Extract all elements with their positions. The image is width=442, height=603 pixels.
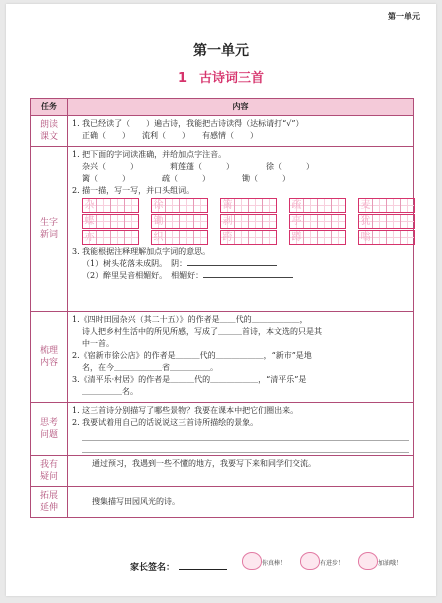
task-table (30, 98, 414, 518)
writing-cell[interactable] (249, 231, 263, 244)
writing-cell[interactable] (263, 215, 276, 228)
writing-cell[interactable] (304, 215, 318, 228)
writing-cell[interactable] (249, 199, 263, 212)
row-content-reading (68, 116, 414, 147)
cat-icon (242, 552, 262, 570)
tracing-cell[interactable] (359, 199, 373, 212)
row-label-reading: 朗读 课文 (31, 116, 68, 147)
answer-line[interactable] (82, 429, 409, 441)
writing-cell[interactable] (235, 199, 249, 212)
lesson-title (6, 67, 436, 86)
tracing-cell[interactable] (221, 231, 235, 244)
writing-cell[interactable] (401, 231, 414, 244)
writing-cell[interactable] (373, 231, 387, 244)
tracing-cell[interactable] (83, 231, 97, 244)
pinyin-row-2[interactable]: 篱（ ） 疏（ ） 锄（ ） (82, 174, 290, 183)
writing-cell[interactable] (125, 215, 138, 228)
writing-cell[interactable] (387, 199, 401, 212)
writing-cell[interactable] (180, 231, 194, 244)
writing-cell[interactable] (111, 231, 125, 244)
char-writing-box[interactable] (289, 230, 346, 245)
table-row-questions (31, 403, 414, 456)
row-label-extension: 拓展 延伸 (31, 487, 68, 518)
tracing-cell[interactable] (83, 215, 97, 228)
char-writing-box[interactable] (358, 198, 415, 213)
writing-cell[interactable] (263, 199, 276, 212)
writing-cell[interactable] (304, 199, 318, 212)
row-label-doubts: 我有 疑问 (31, 456, 68, 487)
tracing-cell[interactable] (152, 215, 166, 228)
tracing-cell[interactable] (152, 199, 166, 212)
writing-cell[interactable] (180, 215, 194, 228)
char-writing-box[interactable] (220, 230, 277, 245)
writing-cell[interactable] (318, 231, 332, 244)
writing-cell[interactable] (194, 231, 207, 244)
row-label-summary: 梳理 内容 (31, 312, 68, 403)
writing-cell[interactable] (194, 215, 207, 228)
writing-cell[interactable] (249, 215, 263, 228)
char-writing-box[interactable] (151, 198, 208, 213)
lesson-number: 1 (177, 71, 188, 86)
writing-cell[interactable] (125, 231, 138, 244)
col-header-content: 内容 (68, 99, 414, 116)
char-writing-box[interactable] (358, 214, 415, 229)
writing-cell[interactable] (166, 199, 180, 212)
writing-cell[interactable] (401, 215, 414, 228)
col-header-task: 任务 (31, 99, 68, 116)
writing-cell[interactable] (97, 231, 111, 244)
writing-cell[interactable] (332, 231, 345, 244)
text-line: 3. 我能根据注释理解加点字词的意思。 (72, 247, 211, 256)
text-line: 2. 描一描，写一写，并口头组词。 (72, 186, 195, 195)
row-label-new-words: 生字 新词 (31, 147, 68, 312)
writing-cell[interactable] (332, 215, 345, 228)
char-writing-box[interactable] (82, 214, 139, 229)
tracing-cell[interactable] (359, 231, 373, 244)
text-line: 1. 把下面的字词读准确，并给加点字注音。 (72, 150, 227, 159)
char-writing-box[interactable] (289, 198, 346, 213)
row-content-summary[interactable]: 1.《四时田园杂兴（其二十五）》的作者是＿＿代的＿＿＿＿＿＿， 诗人把乡村生活中的所见所感，写成了＿＿＿首诗，本文选的只是其 中一首。 2.《宿新市徐公店》的作者是＿＿＿代的＿＿＿＿＿＿，“新市”是地 名，在今＿＿＿＿＿＿省＿＿＿＿＿。 3.《清平乐·村居》的作者是＿＿＿代的＿＿＿＿＿＿，“清平乐”是 ＿＿＿＿＿名。 (68, 312, 414, 403)
char-writing-box[interactable] (82, 198, 139, 213)
cat-icon (358, 552, 378, 570)
char-writing-box[interactable] (82, 230, 139, 245)
parent-signature[interactable]: 家长签名： (130, 560, 227, 573)
writing-cell[interactable] (318, 215, 332, 228)
writing-cell[interactable] (166, 215, 180, 228)
answer-line[interactable] (82, 441, 409, 453)
writing-cell[interactable] (194, 199, 207, 212)
tracing-cell[interactable] (221, 199, 235, 212)
text-line: 1. 我已经读了（ ）遍古诗，我能把古诗读得（达标请打“√”） (72, 119, 304, 128)
meaning-line-2[interactable]: （2）醉里吴音相媚好。 相媚好： (72, 270, 409, 282)
row-content-questions[interactable]: 1. 这三首诗分别描写了哪些景物？我要在课本中把它们圈出来。 2. 我要试着用自己的话说说这三首诗所描绘的景象。 (68, 403, 414, 456)
writing-cell[interactable] (318, 199, 332, 212)
lesson-name: 古诗词三首 (199, 71, 265, 86)
char-writing-box[interactable] (289, 214, 346, 229)
writing-cell[interactable] (235, 231, 249, 244)
writing-cell[interactable] (332, 199, 345, 212)
tracing-cell[interactable] (290, 215, 304, 228)
writing-cell[interactable] (180, 199, 194, 212)
writing-cell[interactable] (373, 199, 387, 212)
table-row-extension (31, 487, 414, 518)
check-options[interactable]: 正确（ ） 流利（ ） 有感情（ ） (82, 131, 258, 140)
row-content-doubts[interactable]: 通过预习，我遇到一些不懂的地方，我要写下来和同学们交流。 (68, 456, 414, 487)
tracing-cell[interactable] (221, 215, 235, 228)
writing-cell[interactable] (166, 231, 180, 244)
row-content-new-words (68, 147, 414, 312)
signature-line[interactable] (179, 569, 227, 570)
unit-title: 第一单元 (193, 43, 249, 59)
writing-cell[interactable] (304, 231, 318, 244)
table-row-new-words (31, 147, 414, 312)
char-writing-box[interactable] (220, 198, 277, 213)
table-row-content-summary (31, 312, 414, 403)
char-writing-box[interactable] (151, 230, 208, 245)
table-row-reading (31, 116, 414, 147)
writing-cell[interactable] (235, 215, 249, 228)
row-label-questions: 思考 问题 (31, 403, 68, 456)
tracing-cell[interactable] (359, 215, 373, 228)
writing-cell[interactable] (111, 215, 125, 228)
tracing-cell[interactable] (290, 231, 304, 244)
worksheet-page (6, 4, 436, 596)
tracing-cell[interactable] (152, 231, 166, 244)
writing-grid-row-3[interactable] (72, 230, 409, 245)
char-writing-box[interactable] (220, 214, 277, 229)
writing-cell[interactable] (373, 215, 387, 228)
praise-stamp-1[interactable]: 你真棒！ (238, 550, 290, 572)
tracing-cell[interactable] (83, 199, 97, 212)
writing-cell[interactable] (387, 231, 401, 244)
header-unit-tag: 第一单元 (388, 12, 420, 21)
writing-grid-row-1[interactable] (72, 198, 409, 213)
row-content-extension[interactable]: 搜集描写田园风光的诗。 (68, 487, 414, 518)
char-writing-box[interactable] (151, 214, 208, 229)
writing-cell[interactable] (401, 199, 414, 212)
pinyin-row-1[interactable]: 杂兴（ ） 莉莲蓬（ ） 徐（ ） (82, 162, 314, 171)
table-row-doubts (31, 456, 414, 487)
tracing-cell[interactable] (290, 199, 304, 212)
writing-cell[interactable] (125, 199, 138, 212)
praise-stamp-3[interactable]: 加油哦！ (354, 550, 406, 572)
writing-cell[interactable] (111, 199, 125, 212)
cat-icon (300, 552, 320, 570)
writing-grid-row-2[interactable] (72, 214, 409, 229)
meaning-line-1[interactable]: （1）树头花落未成阴。 阴： (72, 258, 409, 270)
char-writing-box[interactable] (358, 230, 415, 245)
writing-cell[interactable] (263, 231, 276, 244)
praise-stamp-2[interactable]: 有进步！ (296, 550, 348, 572)
writing-cell[interactable] (97, 215, 111, 228)
writing-cell[interactable] (387, 215, 401, 228)
writing-cell[interactable] (97, 199, 111, 212)
